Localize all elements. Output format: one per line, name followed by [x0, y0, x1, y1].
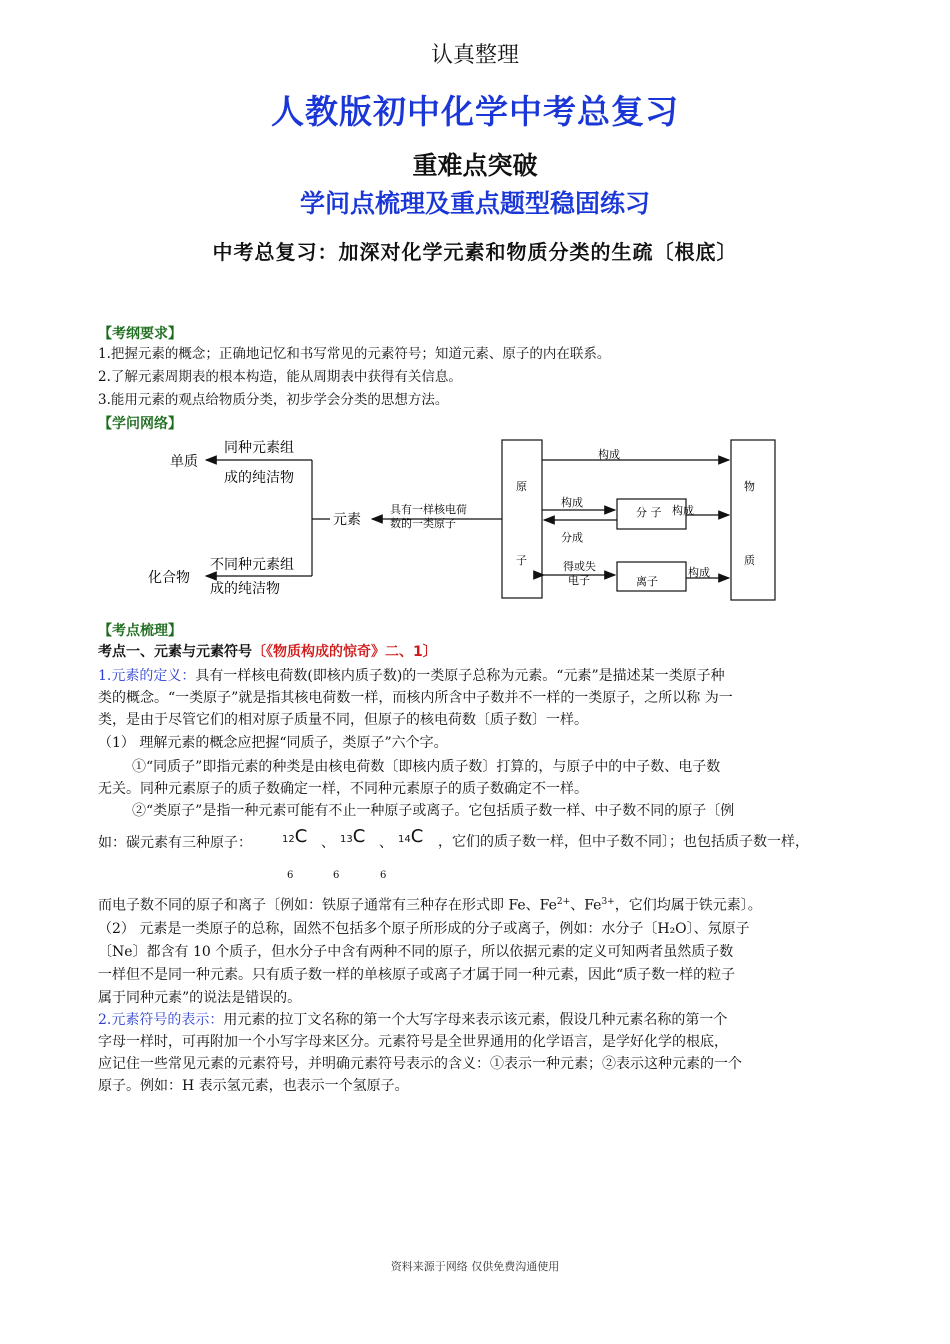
deshi-label-2: 电子: [568, 574, 590, 587]
main-title: 人教版初中化学中考总复习: [271, 92, 679, 131]
goucheng-r1-label: 构成: [672, 504, 694, 517]
syllabus-heading: 【考纲要求】: [98, 326, 182, 342]
symbol-text-1: 用元素的拉丁文名称的第一个大写字母来表示该元素，假设几种元素名称的第一个: [223, 1012, 728, 1028]
definition-line-a: [98, 666, 725, 686]
network-heading: 【学问网络】: [98, 416, 182, 432]
huahewu-label: 化合物: [148, 570, 190, 586]
atom-char-1: 原: [516, 480, 527, 493]
isotope-sep-1: 、: [321, 835, 335, 851]
danzhi-label: 单质: [170, 454, 198, 470]
deshi-label-1: 得或失: [563, 560, 596, 573]
huahewu-desc-1: 不同种元素组: [210, 557, 294, 573]
point-1b-1: ②“类原子”是指一种元素可能有不止一种原子或离子。它包括质子数一样、中子数不同的原子〔例: [132, 803, 735, 819]
symbol-line-1: [98, 1010, 727, 1030]
definition-text-2: 类的概念。“一类原子”就是指其核电荷数一样，而核内所含中子数并不一样的一类原子，之所以称 为一: [98, 690, 733, 706]
isotope-symbol: C: [294, 826, 308, 847]
point-1b-3-text: 而电子数不同的原子和离子〔例如：铁原子通常有三种存在形式即 Fe、Fe: [98, 897, 557, 914]
huahewu-desc-2: 成的纯洁物: [210, 581, 280, 597]
point-2-4: 属于同种元素”的说法是错误的。: [98, 990, 302, 1006]
substance-char-1: 物: [744, 480, 755, 493]
point-1b-2: [98, 833, 252, 853]
definition-line-1: 具有一样核电荷: [390, 503, 467, 516]
isotope-intro: 如：碳元素有三种原子：: [98, 835, 252, 851]
top-note: 认真整理: [430, 43, 519, 68]
definition-line-2: 数的一类原子: [390, 517, 456, 530]
kaodian-1-title-text: 考点一、元素与元素符号: [98, 644, 252, 660]
point-1b-3-end: ，它们均属于铁元素〕。: [614, 897, 762, 914]
syllabus-item-2: 2.了解元素周期表的根本构造，能从周期表中获得有关信息。: [98, 369, 462, 385]
point-1a-2: 无关。同种元素原子的质子数确定一样，不同种元素原子的质子数确定不一样。: [98, 781, 588, 797]
subtitle-knowledge: 学问点梳理及重点题型稳固练习: [299, 189, 650, 218]
points-heading: 【考点梳理】: [98, 623, 182, 639]
isotope-mass-12: 12: [282, 834, 295, 845]
fe2-charge: 2+: [556, 897, 571, 907]
kaodian-1-title: [98, 642, 437, 662]
isotope-z-1: 6: [287, 870, 294, 881]
goucheng-mid-label: 构成: [561, 496, 583, 509]
goucheng-r2-label: 构成: [688, 566, 710, 579]
isotope-c14: [398, 826, 423, 847]
point-1b-3: [98, 892, 762, 916]
symbol-text-2: 字母一样时，可再附加一个小写字母来区分。元素符号是全世界通用的化学语言，是学好化学的根底，: [98, 1034, 728, 1050]
point-2-1: （2） 元素是一类原子的总称，固然不包括多个原子所形成的分子或离子，例如：水分子〔H₂O〕、氖原子: [98, 921, 750, 937]
definition-label: 1.元素的定义：: [98, 668, 196, 684]
isotope-c13: [340, 826, 365, 847]
point-1: （1） 理解元素的概念应把握“同质子，类原子”六个字。: [98, 735, 448, 751]
isotope-symbol: C: [352, 826, 366, 847]
definition-text-3: 类，是由于尽管它们的相对原子质量不同，但原子的核电荷数〔质子数〕一样。: [98, 712, 588, 728]
page-title: 中考总复习：加深对化学元素和物质分类的生疏〔根底〕: [212, 240, 738, 264]
isotope-z-3: 6: [380, 870, 387, 881]
atom-box: [502, 440, 542, 598]
point-1a-1: ①“同质子”即指元素的种类是由核电荷数〔即核内质子数〕打算的，与原子中的中子数、电子数: [132, 759, 721, 775]
fe3-charge: 3+: [601, 897, 615, 907]
syllabus-item-3: 3.能用元素的观点给物质分类，初步学会分类的思想方法。: [98, 392, 449, 408]
substance-box: [731, 440, 775, 600]
isotope-sep-2: 、: [379, 835, 393, 851]
symbol-text-3: 应记住一些常见元素的元素符号，并明确元素符号表示的含义：①表示一种元素；②表示这种元素的一个: [98, 1056, 742, 1072]
symbol-label: 2.元素符号的表示：: [98, 1012, 224, 1028]
point-2-2: 〔Ne〕都含有 10 个质子，但水分子中含有两种不同的原子，所以依据元素的定义可知两者虽然质子数: [98, 944, 734, 960]
danzhi-desc-2: 成的纯洁物: [224, 470, 294, 486]
substance-char-2: 质: [744, 554, 755, 567]
definition-text-1: 具有一样核电荷数(即核内质子数)的一类原子总称为元素。“元素”是描述某一类原子种: [195, 668, 725, 684]
fencheng-label: 分成: [561, 531, 583, 544]
atom-char-2: 子: [516, 554, 527, 567]
isotope-c12: [282, 826, 307, 847]
molecule-label: 分 子: [636, 506, 662, 519]
goucheng-top-label: 构成: [598, 448, 620, 461]
kaodian-1-ref: 〔《物质构成的惊奇》二、1〕: [252, 644, 437, 660]
point-1b-2b: ，它们的质子数一样，但中子数不同〕；也包括质子数一样，: [438, 834, 809, 850]
subtitle-difficulty: 重难点突破: [412, 151, 538, 180]
isotope-mass-14: 14: [398, 834, 411, 845]
point-2-3: 一样但不是同一种元素。只有质子数一样的单核原子或离子才属于同一种元素，因此“质子数一样的粒子: [98, 967, 736, 983]
symbol-text-4: 原子。例如：H 表示氢元素，也表示一个氢原子。: [98, 1078, 409, 1094]
isotope-mass-13: 13: [340, 834, 353, 845]
syllabus-item-1: 1.把握元素的概念；正确地记忆和书写常见的元素符号；知道元素、原子的内在联系。: [98, 346, 611, 362]
danzhi-desc-1: 同种元素组: [224, 440, 294, 456]
isotope-symbol: C: [410, 826, 424, 847]
isotope-z-2: 6: [333, 870, 340, 881]
knowledge-network-diagram: [0, 430, 950, 610]
yuansu-label: 元素: [333, 512, 361, 528]
footer-note: 资料来源于网络 仅供免费沟通使用: [390, 1260, 560, 1273]
fe-separator: 、Fe: [570, 897, 602, 914]
ion-label: 离子: [636, 575, 658, 588]
